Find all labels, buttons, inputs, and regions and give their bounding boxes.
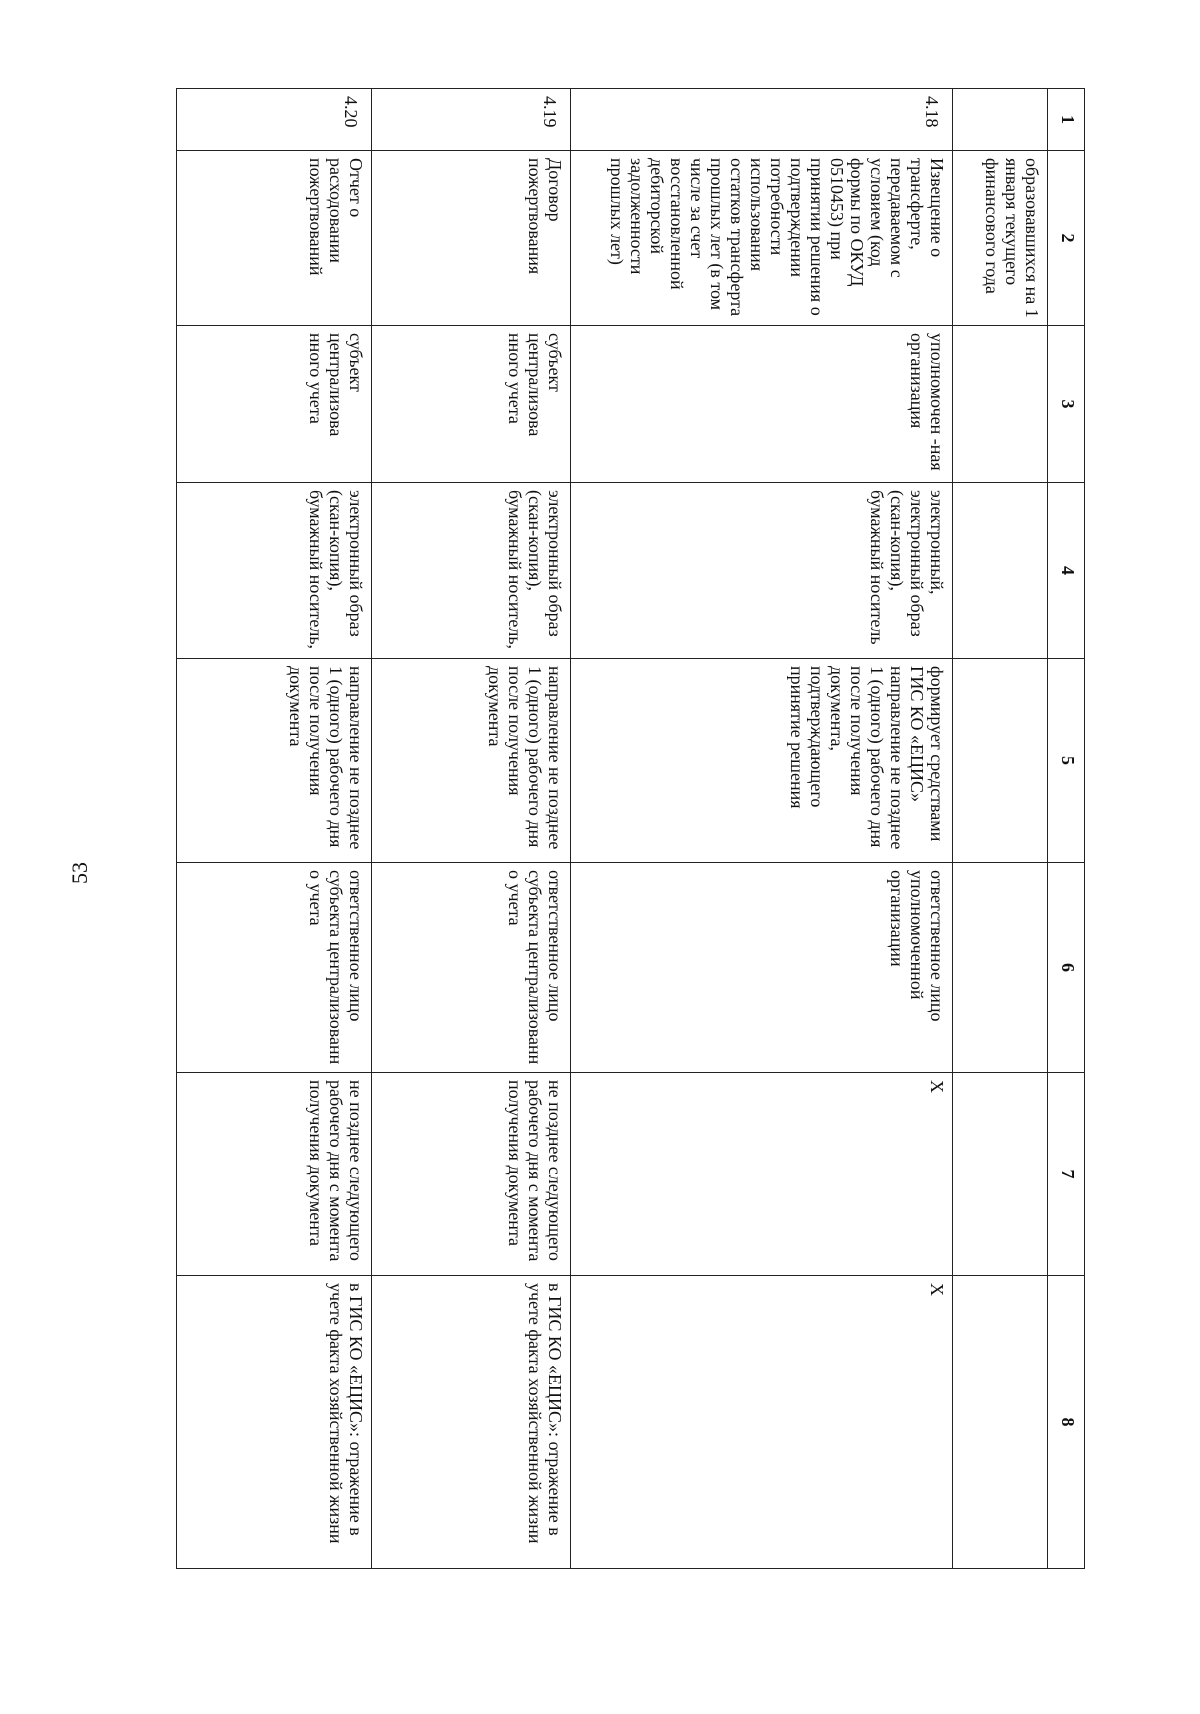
originator-cell: субъект централизова нного учета — [177, 326, 372, 483]
transfer-term-cell: формирует средствами ГИС КО «ЕЦИС» направление не позднее 1 (одного) рабочего дня после получения документа, подтверждающего принятие решения — [571, 659, 953, 863]
row-number-cell: 4.19 — [372, 89, 571, 151]
action-cell — [953, 1276, 1048, 1569]
processing-term-cell: не позднее следующего рабочего дня с момента получения документа — [372, 1073, 571, 1276]
processing-term-cell — [953, 1073, 1048, 1276]
column-number: 6 — [1048, 863, 1085, 1073]
rotated-page-content — [118, 88, 1085, 1568]
table-row — [571, 89, 953, 1569]
document-name-cell: Отчет о расходовании пожертвований — [177, 151, 372, 326]
responsible-cell: ответственное лицо субъекта централизованн о учета — [177, 863, 372, 1073]
originator-cell: уполномочен -ная организация — [571, 326, 953, 483]
column-number: 3 — [1048, 326, 1085, 483]
table-row — [177, 89, 372, 1569]
document-name-cell: Извещение о трансферте, передаваемом с условием (код формы по ОКУД 0510453) при принятии решения о подтверждении потребности использования остатков трансферта прошлых лет (в том числе за счет восстановленной дебиторской задолженности прошлых лет) — [571, 151, 953, 326]
format-cell — [953, 483, 1048, 659]
column-number: 4 — [1048, 483, 1085, 659]
column-number-row — [1048, 89, 1085, 1569]
transfer-term-cell: направление не позднее 1 (одного) рабочего дня после получения документа — [372, 659, 571, 863]
format-cell: электронный образ (скан-копия), бумажный носитель, — [177, 483, 372, 659]
column-number: 2 — [1048, 151, 1085, 326]
page-number: 53 — [67, 862, 92, 884]
document-table — [176, 88, 1085, 1569]
column-number: 5 — [1048, 659, 1085, 863]
column-number: 7 — [1048, 1073, 1085, 1276]
responsible-cell: ответственное лицо уполномоченной организации — [571, 863, 953, 1073]
responsible-cell — [953, 863, 1048, 1073]
format-cell: электронный, электронный образ (скан-копия), бумажный носитель — [571, 483, 953, 659]
column-number: 1 — [1048, 89, 1085, 151]
table-row — [372, 89, 571, 1569]
table-row — [953, 89, 1048, 1569]
row-number-cell — [953, 89, 1048, 151]
action-cell: Х — [571, 1276, 953, 1569]
document-name-cell: Договор пожертвования — [372, 151, 571, 326]
row-number-cell: 4.20 — [177, 89, 372, 151]
transfer-term-cell — [953, 659, 1048, 863]
row-number-cell: 4.18 — [571, 89, 953, 151]
processing-term-cell: не позднее следующего рабочего дня с момента получения документа — [177, 1073, 372, 1276]
format-cell: электронный образ (скан-копия), бумажный носитель, — [372, 483, 571, 659]
transfer-term-cell: направление не позднее 1 (одного) рабочего дня после получения документа — [177, 659, 372, 863]
document-name-cell: образовавшихся на 1 января текущего финансового года — [953, 151, 1048, 326]
processing-term-cell: Х — [571, 1073, 953, 1276]
action-cell: в ГИС КО «ЕЦИС»: отражение в учете факта хозяйственной жизни — [372, 1276, 571, 1569]
originator-cell — [953, 326, 1048, 483]
responsible-cell: ответственное лицо субъекта централизованн о учета — [372, 863, 571, 1073]
column-number: 8 — [1048, 1276, 1085, 1569]
originator-cell: субъект централизова нного учета — [372, 326, 571, 483]
action-cell: в ГИС КО «ЕЦИС»: отражение в учете факта хозяйственной жизни — [177, 1276, 372, 1569]
